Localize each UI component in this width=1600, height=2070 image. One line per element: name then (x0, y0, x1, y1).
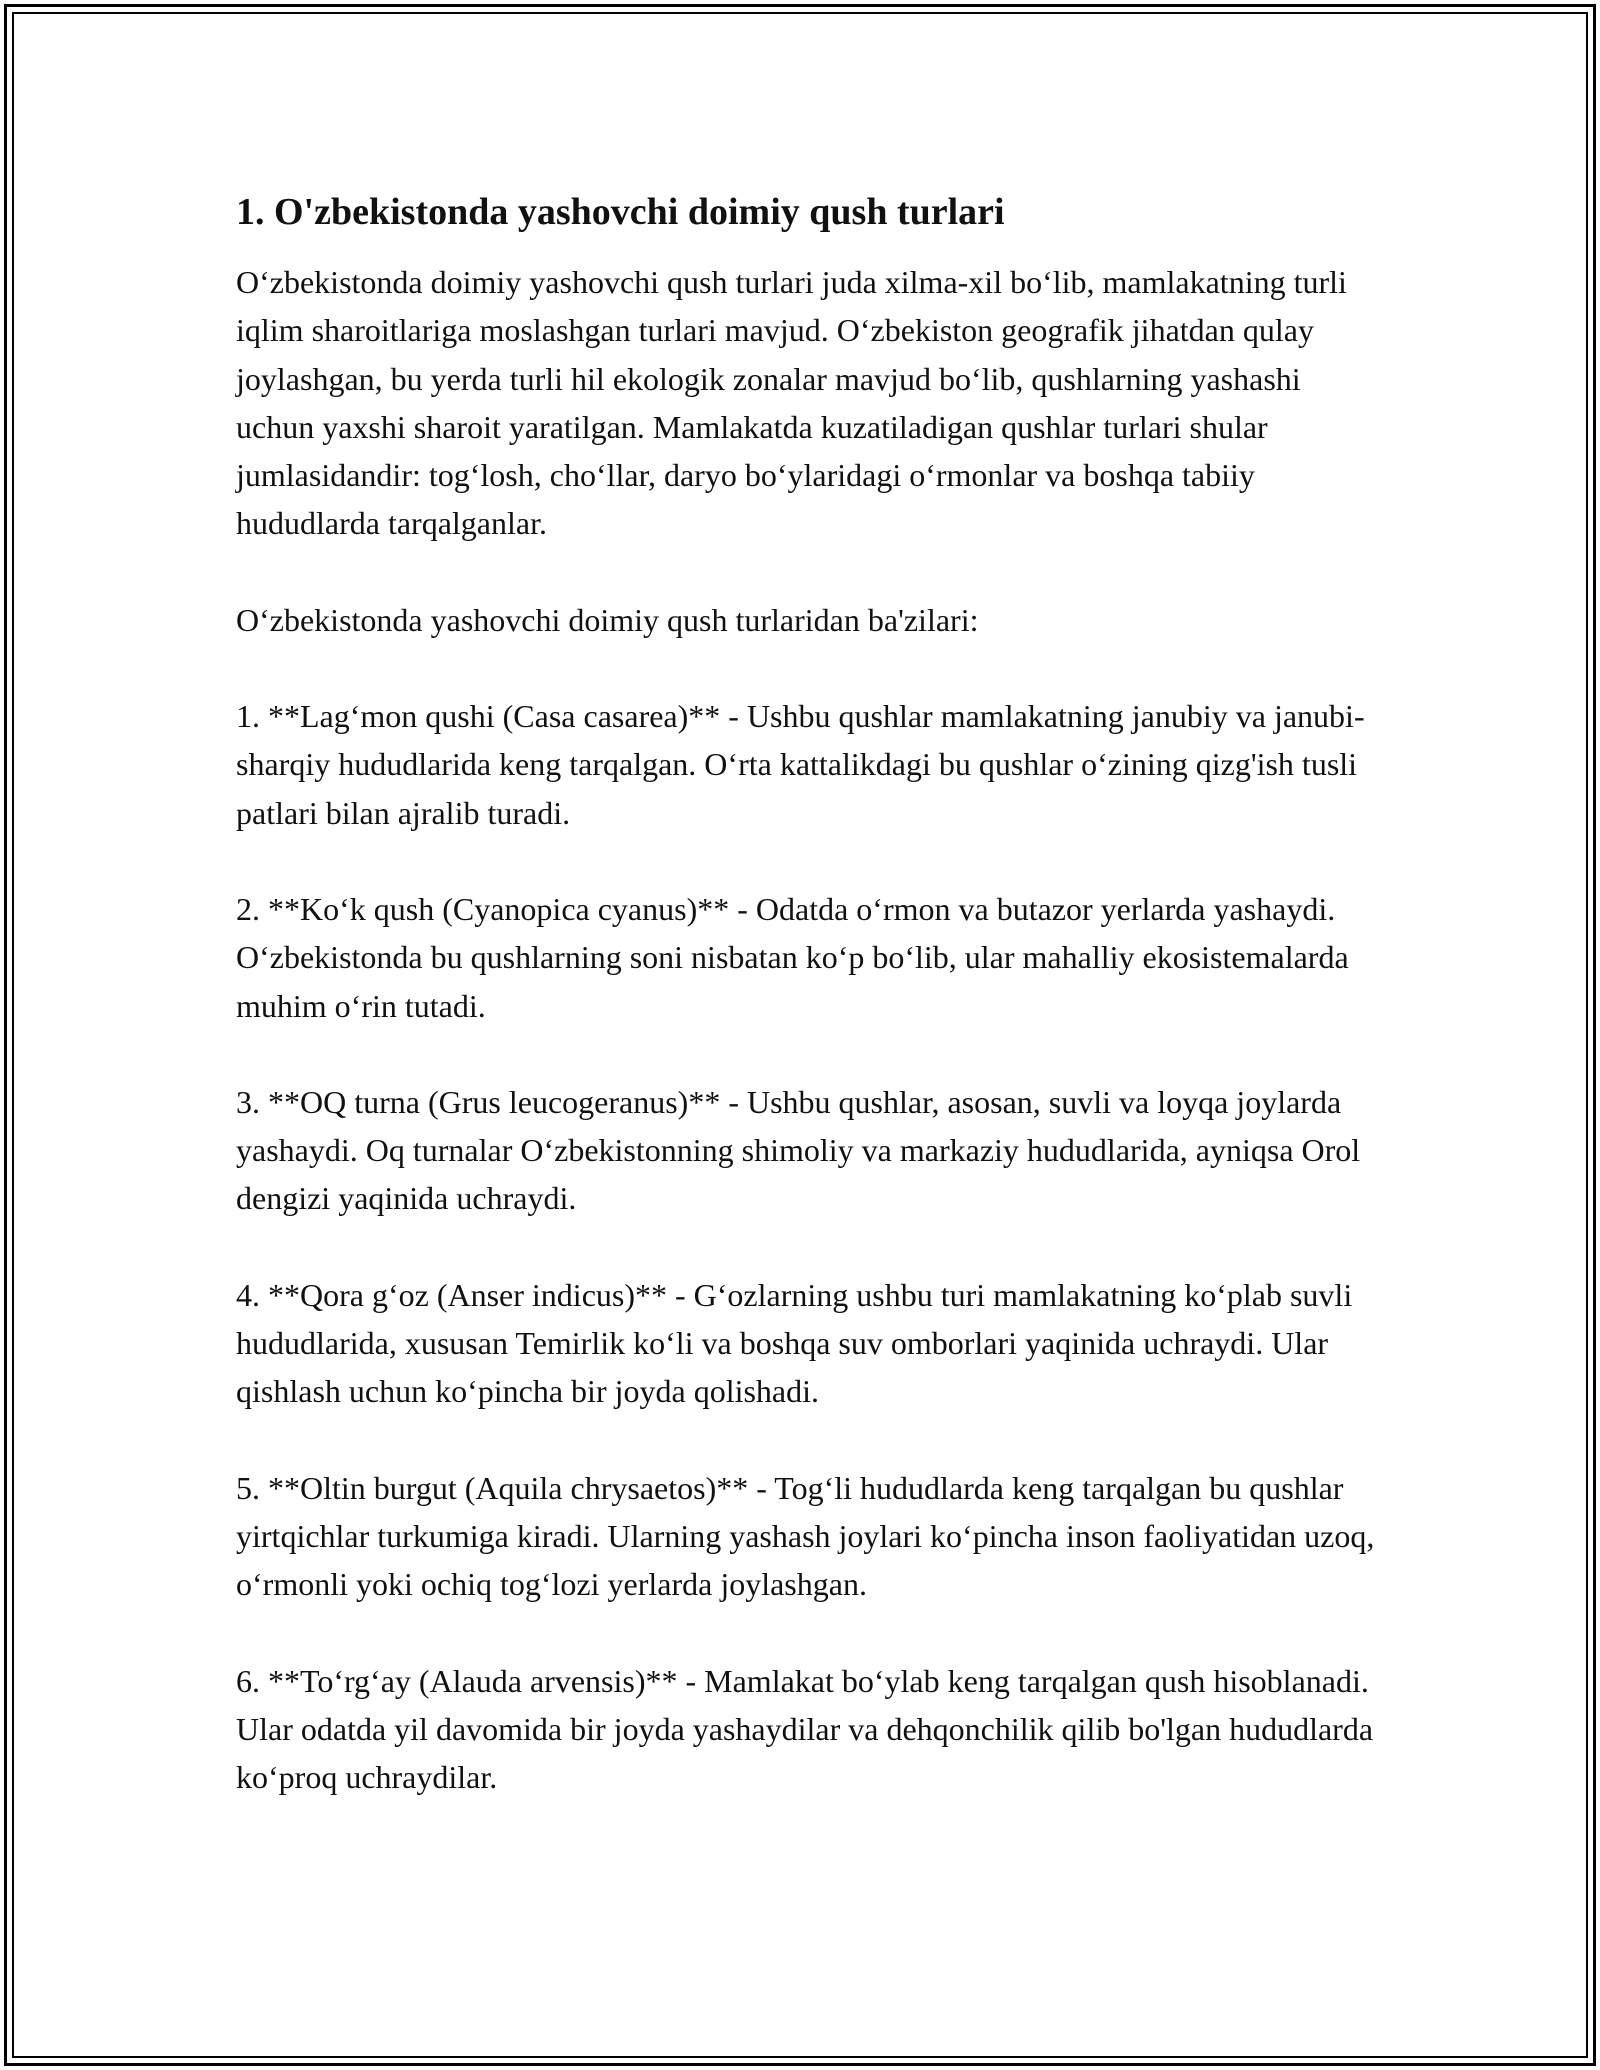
intro-paragraph: O‘zbekistonda doimiy yashovchi qush turlari juda xilma-xil bo‘lib, mamlakatning turli iqlim sharoitlariga moslashgan turlari mavjud. O‘zbekiston geografik jihatdan qulay joylashgan, bu yerda turli hil ekologik zonalar mavjud bo‘lib, qushlarning yashashi uchun yaxshi sharoit yaratilgan. Mamlakatda kuzatiladigan qushlar turlari shular jumlasidandir: tog‘losh, cho‘llar, daryo bo‘ylaridagi o‘rmonlar va boshqa tabiiy hududlarda tarqalganlar. (236, 264, 1347, 542)
document-body (236, 188, 1376, 1849)
document-title: 1. O'zbekistonda yashovchi doimiy qush turlari (236, 191, 1005, 233)
list-intro-paragraph: O‘zbekistonda yashovchi doimiy qush turlaridan ba'zilari: (236, 601, 979, 638)
list-item-3: 3. **OQ turna (Grus leucogeranus)** - Ushbu qushlar, asosan, suvli va loyqa joylarda yashaydi. Oq turnalar O‘zbekistonning shimoliy va markaziy hududlarida, ayniqsa Orol dengizi yaqinida uchraydi. (236, 1083, 1361, 1217)
list-item-6: 6. **To‘rg‘ay (Alauda arvensis)** - Mamlakat bo‘ylab keng tarqalgan qush hisoblanadi. Ular odatda yil davomida bir joyda yashaydilar va dehqonchilik qilib bo'lgan hududlarda ko‘proq uchraydilar. (236, 1662, 1374, 1796)
list-item-4: 4. **Qora g‘oz (Anser indicus)** - G‘ozlarning ushbu turi mamlakatning ko‘plab suvli hududlarida, xususan Temirlik ko‘li va boshqa suv omborlari yaqinida uchraydi. Ular qishlash uchun ko‘pincha bir joyda qolishadi. (236, 1276, 1353, 1410)
list-item-2: 2. **Ko‘k qush (Cyanopica cyanus)** - Odatda o‘rmon va butazor yerlarda yashaydi. O‘zbekistonda bu qushlarning soni nisbatan ko‘p bo‘lib, ular mahalliy ekosistemalarda muhim o‘rin tutadi. (236, 890, 1349, 1024)
list-item-1: 1. **Lag‘mon qushi (Casa casarea)** - Ushbu qushlar mamlakatning janubiy va janubi-sharqiy hududlarida keng tarqalgan. O‘rta kattalikdagi bu qushlar o‘zining qizg'ish tusli patlari bilan ajralib turadi. (236, 698, 1365, 831)
list-item-5: 5. **Oltin burgut (Aquila chrysaetos)** - Tog‘li hududlarda keng tarqalgan bu qushlar yirtqichlar turkumiga kiradi. Ularning yashash joylari ko‘pincha inson faoliyatidan uzoq, o‘rmonli yoki ochiq tog‘lozi yerlarda joylashgan. (236, 1469, 1375, 1603)
